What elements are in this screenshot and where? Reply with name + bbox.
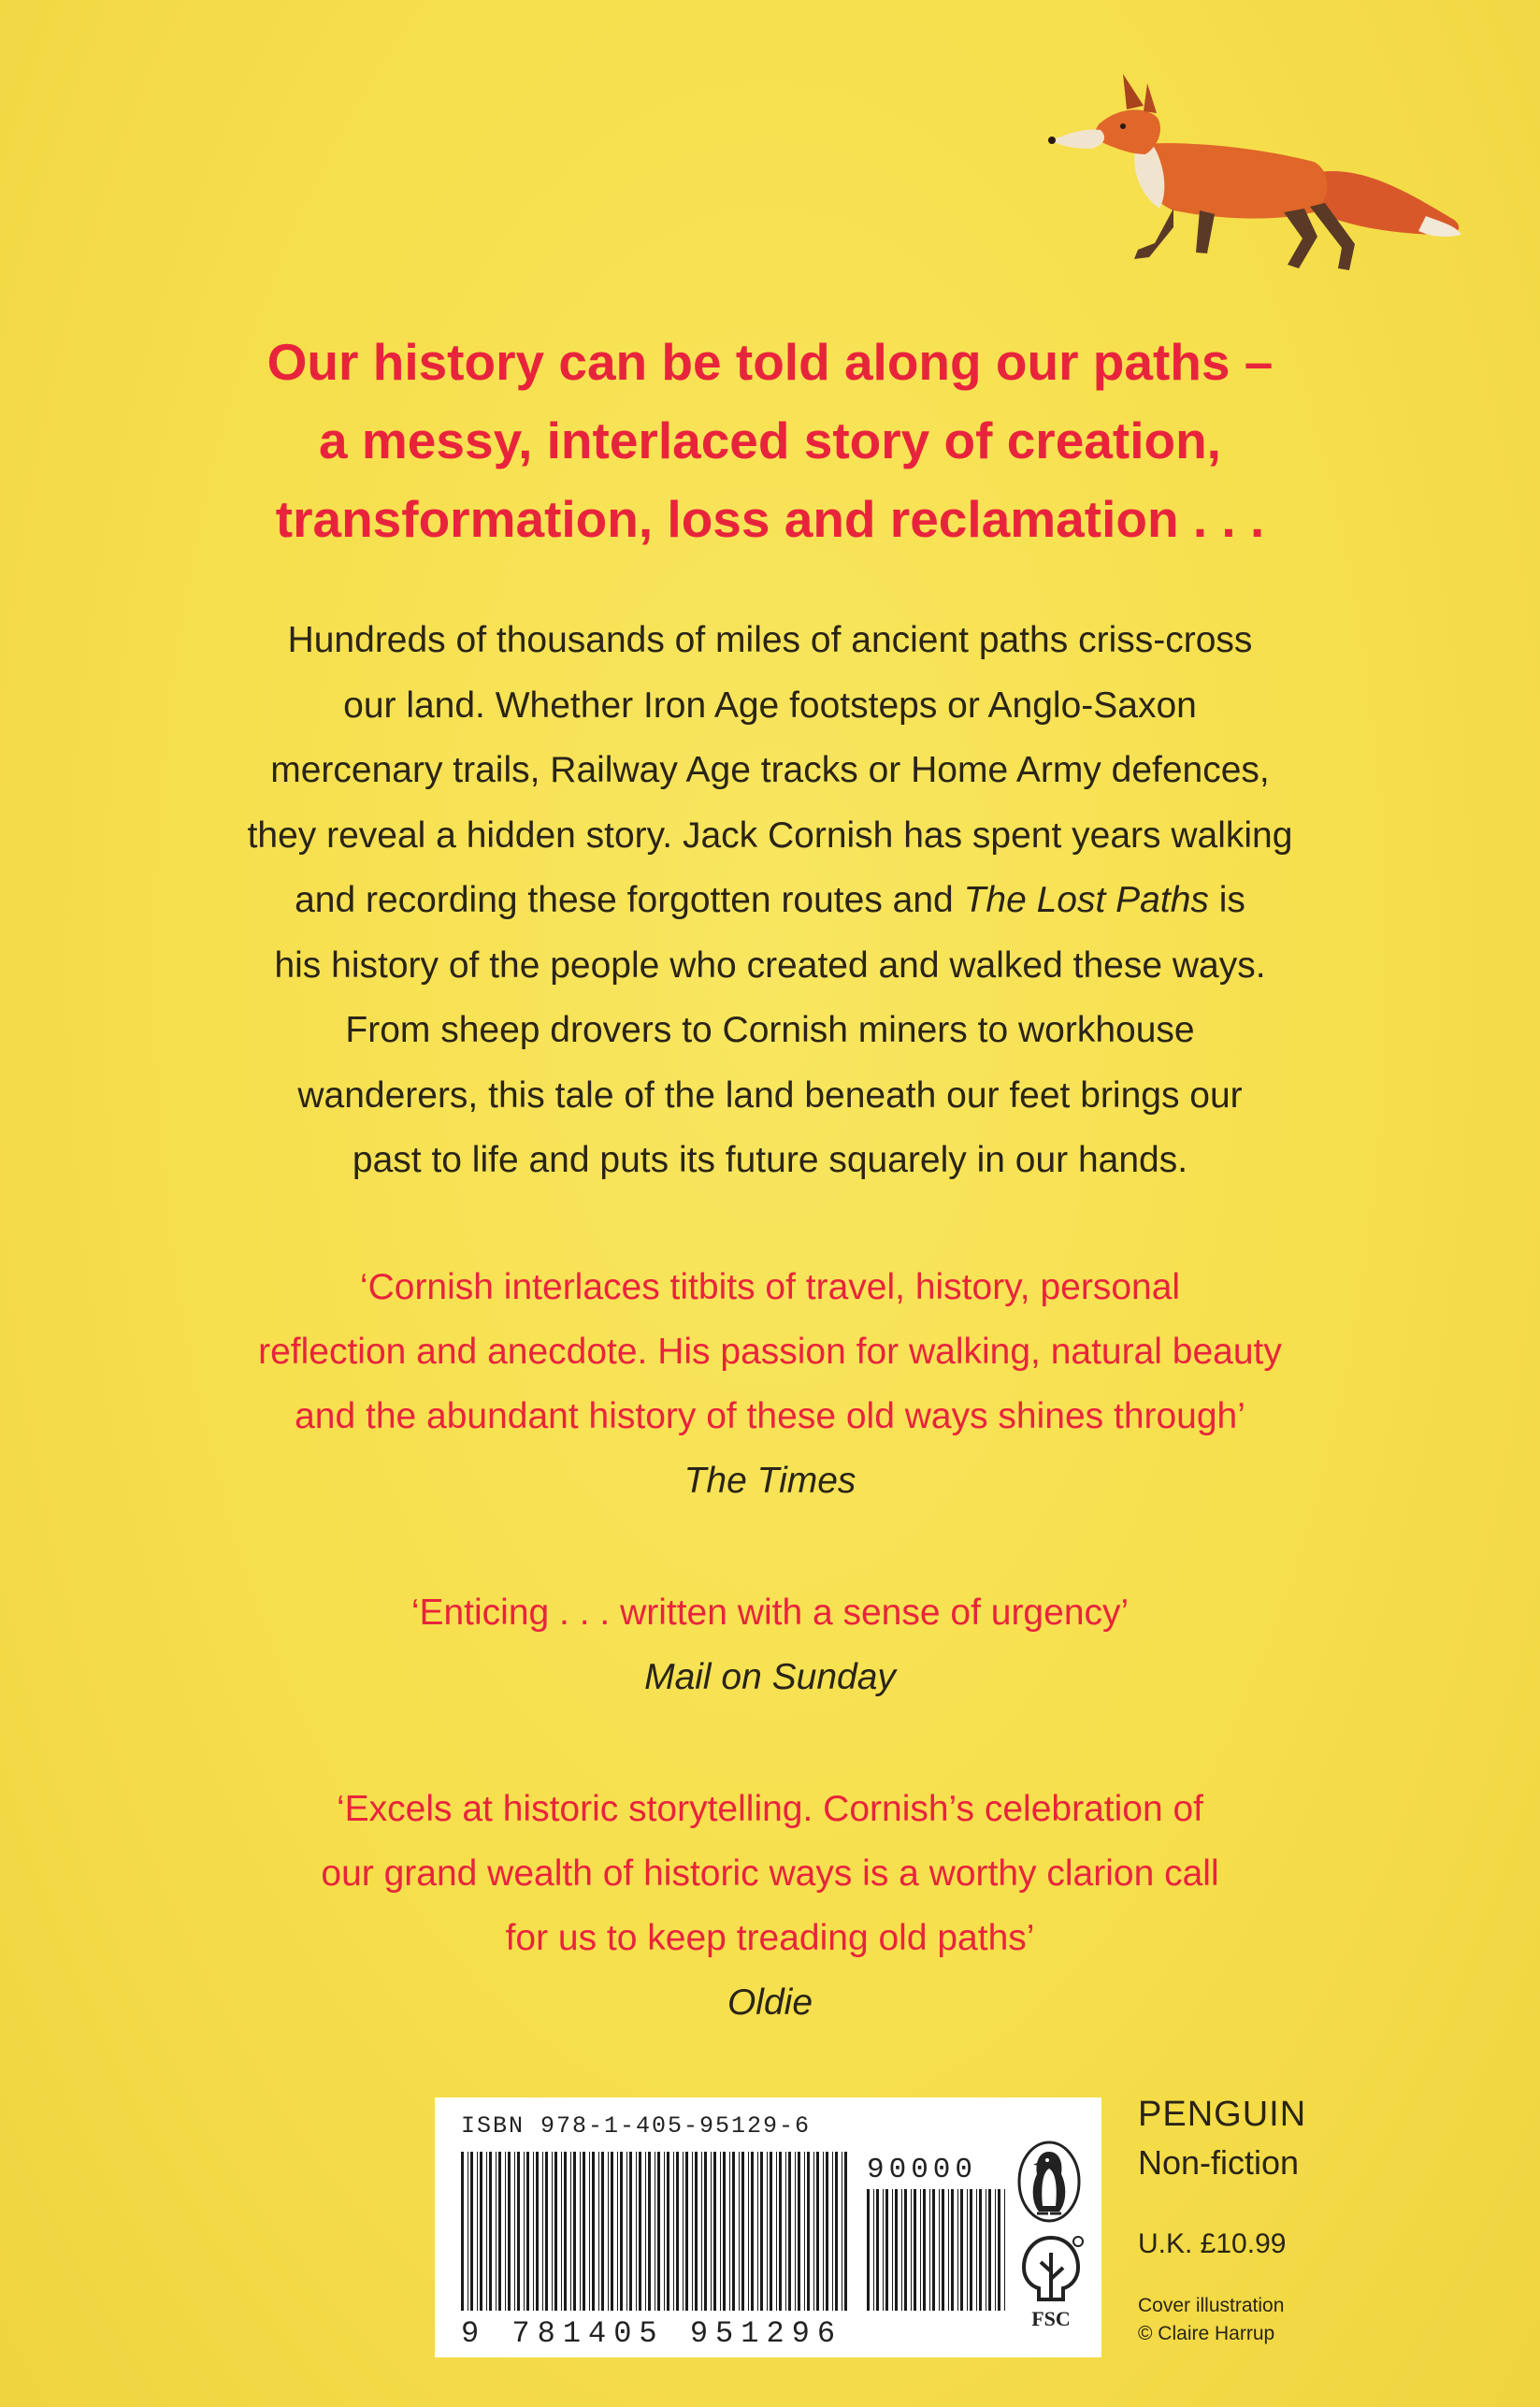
barcode-bar xyxy=(648,2152,651,2311)
barcode-bar xyxy=(545,2152,548,2311)
barcode-bar xyxy=(807,2152,810,2311)
barcode-bar xyxy=(751,2152,754,2311)
barcode-bar xyxy=(976,2189,977,2311)
tagline-line: transformation, loss and reclamation . . . xyxy=(275,490,1265,548)
barcode-bar xyxy=(895,2189,898,2311)
barcode-bar xyxy=(939,2189,940,2311)
barcode-panel xyxy=(435,2097,1101,2357)
barcode-bar xyxy=(583,2152,585,2311)
fsc-label: FSC xyxy=(1031,2307,1071,2330)
barcode-bar xyxy=(795,2152,796,2311)
fox-illustration xyxy=(1033,51,1473,295)
blurb-text: is xyxy=(1208,880,1245,920)
barcode-bar xyxy=(832,2152,833,2311)
barcode-bar xyxy=(592,2152,595,2311)
barcode-bar xyxy=(536,2152,539,2311)
barcode-bar xyxy=(711,2152,712,2311)
barcode-bar xyxy=(885,2189,888,2311)
review-quote xyxy=(103,1580,1437,1709)
barcode-addon-icon xyxy=(867,2189,1005,2311)
barcode-bar xyxy=(598,2152,599,2311)
quote-line: and the abundant history of these old ways shines through’ xyxy=(295,1396,1245,1436)
barcode-bar xyxy=(798,2152,800,2311)
review-quote xyxy=(103,1777,1437,2035)
quote-source: Oldie xyxy=(727,1982,813,2023)
barcode-bar xyxy=(561,2152,562,2311)
barcode-bar xyxy=(713,2152,716,2311)
barcode-bar xyxy=(785,2152,786,2311)
barcode-bar xyxy=(489,2152,492,2311)
barcode-bar xyxy=(779,2152,782,2311)
book-title: The Lost Paths xyxy=(963,880,1209,920)
barcode-bar xyxy=(911,2189,912,2311)
barcode-bar xyxy=(788,2152,791,2311)
barcode-bar xyxy=(816,2152,819,2311)
barcode-bar xyxy=(741,2152,744,2311)
blurb-line: From sheep drovers to Cornish miners to workhouse xyxy=(345,1010,1195,1050)
barcode-bar xyxy=(873,2189,874,2311)
barcode-bar xyxy=(720,2152,721,2311)
book-category: Non-fiction xyxy=(1138,2143,1300,2182)
barcode-bar xyxy=(942,2189,944,2311)
barcode-bar xyxy=(629,2152,632,2311)
barcode-bar xyxy=(486,2152,487,2311)
blurb-line: Hundreds of thousands of miles of ancient paths criss-cross xyxy=(287,620,1253,660)
barcode-bar xyxy=(626,2152,627,2311)
review-quote xyxy=(103,1255,1437,1513)
barcode-bar xyxy=(904,2189,907,2311)
barcode-bar xyxy=(570,2152,571,2311)
barcode-bar xyxy=(664,2152,665,2311)
barcode-bar xyxy=(988,2189,991,2311)
barcode-bar xyxy=(580,2152,581,2311)
barcode-bar xyxy=(564,2152,567,2311)
imprint-block xyxy=(1138,2090,1306,2348)
cover-credit-line: Cover illustration xyxy=(1138,2295,1285,2316)
blurb-line: wanderers, this tale of the land beneath our feet brings our xyxy=(297,1074,1243,1116)
barcode-bar xyxy=(923,2189,926,2311)
barcode-bar xyxy=(979,2189,982,2311)
barcode-bar xyxy=(480,2152,482,2311)
barcode-bar xyxy=(498,2152,501,2311)
blurb-line: his history of the people who created and walked these ways. xyxy=(274,944,1266,986)
barcode-bar xyxy=(514,2152,515,2311)
barcode-bar xyxy=(620,2152,623,2311)
barcode-bar xyxy=(957,2189,958,2311)
quote-line: ‘Cornish interlaces titbits of travel, history, personal xyxy=(359,1267,1181,1307)
tagline-line: Our history can be told along our paths – xyxy=(266,333,1274,391)
barcode-bar xyxy=(776,2152,777,2311)
barcode-bar xyxy=(948,2189,949,2311)
barcode-bar xyxy=(695,2152,698,2311)
barcode-bar xyxy=(929,2189,930,2311)
barcode-bar xyxy=(701,2152,702,2311)
quote-line: our grand wealth of historic ways is a worthy clarion call xyxy=(321,1853,1219,1894)
barcode-bar xyxy=(617,2152,618,2311)
barcode-bar xyxy=(826,2152,828,2311)
blurb-line: past to life and puts its future squarely in our hands. xyxy=(352,1140,1188,1180)
barcode-bar xyxy=(685,2152,688,2311)
barcode-bar xyxy=(645,2152,646,2311)
penguin-logo-icon xyxy=(1016,2140,1082,2223)
barcode-bar xyxy=(704,2152,707,2311)
barcode-bar xyxy=(760,2152,763,2311)
price-label: U.K. £10.99 xyxy=(1138,2228,1287,2259)
barcode-bar xyxy=(692,2152,693,2311)
blurb-line: mercenary trails, Railway Age tracks or Home Army defences, xyxy=(270,750,1270,790)
barcode-bar xyxy=(477,2152,478,2311)
barcode-bar xyxy=(732,2152,735,2311)
barcode-bar xyxy=(524,2152,525,2311)
barcode-bar xyxy=(608,2152,609,2311)
barcode-digits: 9 781405 951296 xyxy=(461,2316,843,2351)
barcode-bar xyxy=(813,2152,814,2311)
barcode-bar xyxy=(823,2152,824,2311)
barcode-bar xyxy=(844,2152,847,2311)
cover-credit-line: © Claire Harrup xyxy=(1138,2323,1275,2344)
barcode-bar xyxy=(876,2189,879,2311)
blurb-line: our land. Whether Iron Age footsteps or Anglo-Saxon xyxy=(343,685,1197,726)
barcode-icon xyxy=(461,2152,849,2311)
barcode-bar xyxy=(998,2189,1000,2311)
barcode-bar xyxy=(804,2152,805,2311)
barcode-bar xyxy=(505,2152,506,2311)
fsc-logo-icon xyxy=(1013,2230,1089,2333)
barcode-bar xyxy=(914,2189,916,2311)
book-blurb xyxy=(103,608,1437,1193)
barcode-bar xyxy=(883,2189,884,2311)
barcode-bar xyxy=(611,2152,613,2311)
barcode-bar xyxy=(729,2152,730,2311)
quote-source: The Times xyxy=(684,1461,856,1501)
barcode-bar xyxy=(767,2152,768,2311)
barcode-bar xyxy=(657,2152,660,2311)
isbn-label: ISBN 978-1-405-95129-6 xyxy=(461,2112,812,2140)
quote-source: Mail on Sunday xyxy=(644,1657,896,1697)
barcode-bar xyxy=(901,2189,902,2311)
barcode-bar xyxy=(932,2189,935,2311)
quote-line: for us to keep treading old paths’ xyxy=(505,1918,1035,1958)
barcode-bar xyxy=(770,2152,772,2311)
barcode-bar xyxy=(1004,2189,1005,2311)
quote-line: ‘Excels at historic storytelling. Cornish’s celebration of xyxy=(336,1789,1203,1829)
tagline xyxy=(112,323,1428,558)
barcode-bar xyxy=(995,2189,996,2311)
barcode-bar xyxy=(673,2152,674,2311)
barcode-bar xyxy=(723,2152,726,2311)
barcode-bar xyxy=(739,2152,740,2311)
barcode-bar xyxy=(636,2152,637,2311)
blurb-line: they reveal a hidden story. Jack Cornish has spent years walking xyxy=(247,814,1293,856)
barcode-bar xyxy=(748,2152,749,2311)
tagline-line: a messy, interlaced story of creation, xyxy=(319,411,1221,469)
blurb-line xyxy=(103,868,1437,933)
barcode-bar xyxy=(835,2152,838,2311)
barcode-bar xyxy=(470,2152,473,2311)
barcode-bar xyxy=(639,2152,641,2311)
barcode-bar xyxy=(517,2152,520,2311)
barcode-bar xyxy=(676,2152,679,2311)
barcode-bar xyxy=(552,2152,553,2311)
barcode-bar xyxy=(526,2152,529,2311)
barcode-bar xyxy=(960,2189,963,2311)
barcode-bar xyxy=(533,2152,534,2311)
barcode-bar xyxy=(589,2152,590,2311)
blurb-text: and recording these forgotten routes and xyxy=(295,880,964,920)
barcode-bar xyxy=(601,2152,604,2311)
barcode-bar xyxy=(970,2189,972,2311)
barcode-bar xyxy=(892,2189,893,2311)
barcode-bar xyxy=(573,2152,576,2311)
barcode-bar xyxy=(920,2189,921,2311)
barcode-bar xyxy=(757,2152,758,2311)
barcode-bar xyxy=(683,2152,684,2311)
barcode-bar xyxy=(967,2189,968,2311)
quote-line: reflection and anecdote. His passion for walking, natural beauty xyxy=(258,1332,1282,1372)
barcode-bar xyxy=(867,2189,870,2311)
publisher-name: PENGUIN xyxy=(1138,2095,1307,2134)
barcode-bar xyxy=(461,2152,464,2311)
quote-line: ‘Enticing . . . written with a sense of urgency’ xyxy=(410,1593,1130,1633)
barcode-bar xyxy=(508,2152,511,2311)
barcode-bar xyxy=(554,2152,557,2311)
barcode-bar xyxy=(542,2152,543,2311)
barcode-bar xyxy=(951,2189,954,2311)
barcode-bar xyxy=(667,2152,669,2311)
barcode-addon-number: 90000 xyxy=(867,2154,978,2186)
barcode-bar xyxy=(496,2152,497,2311)
